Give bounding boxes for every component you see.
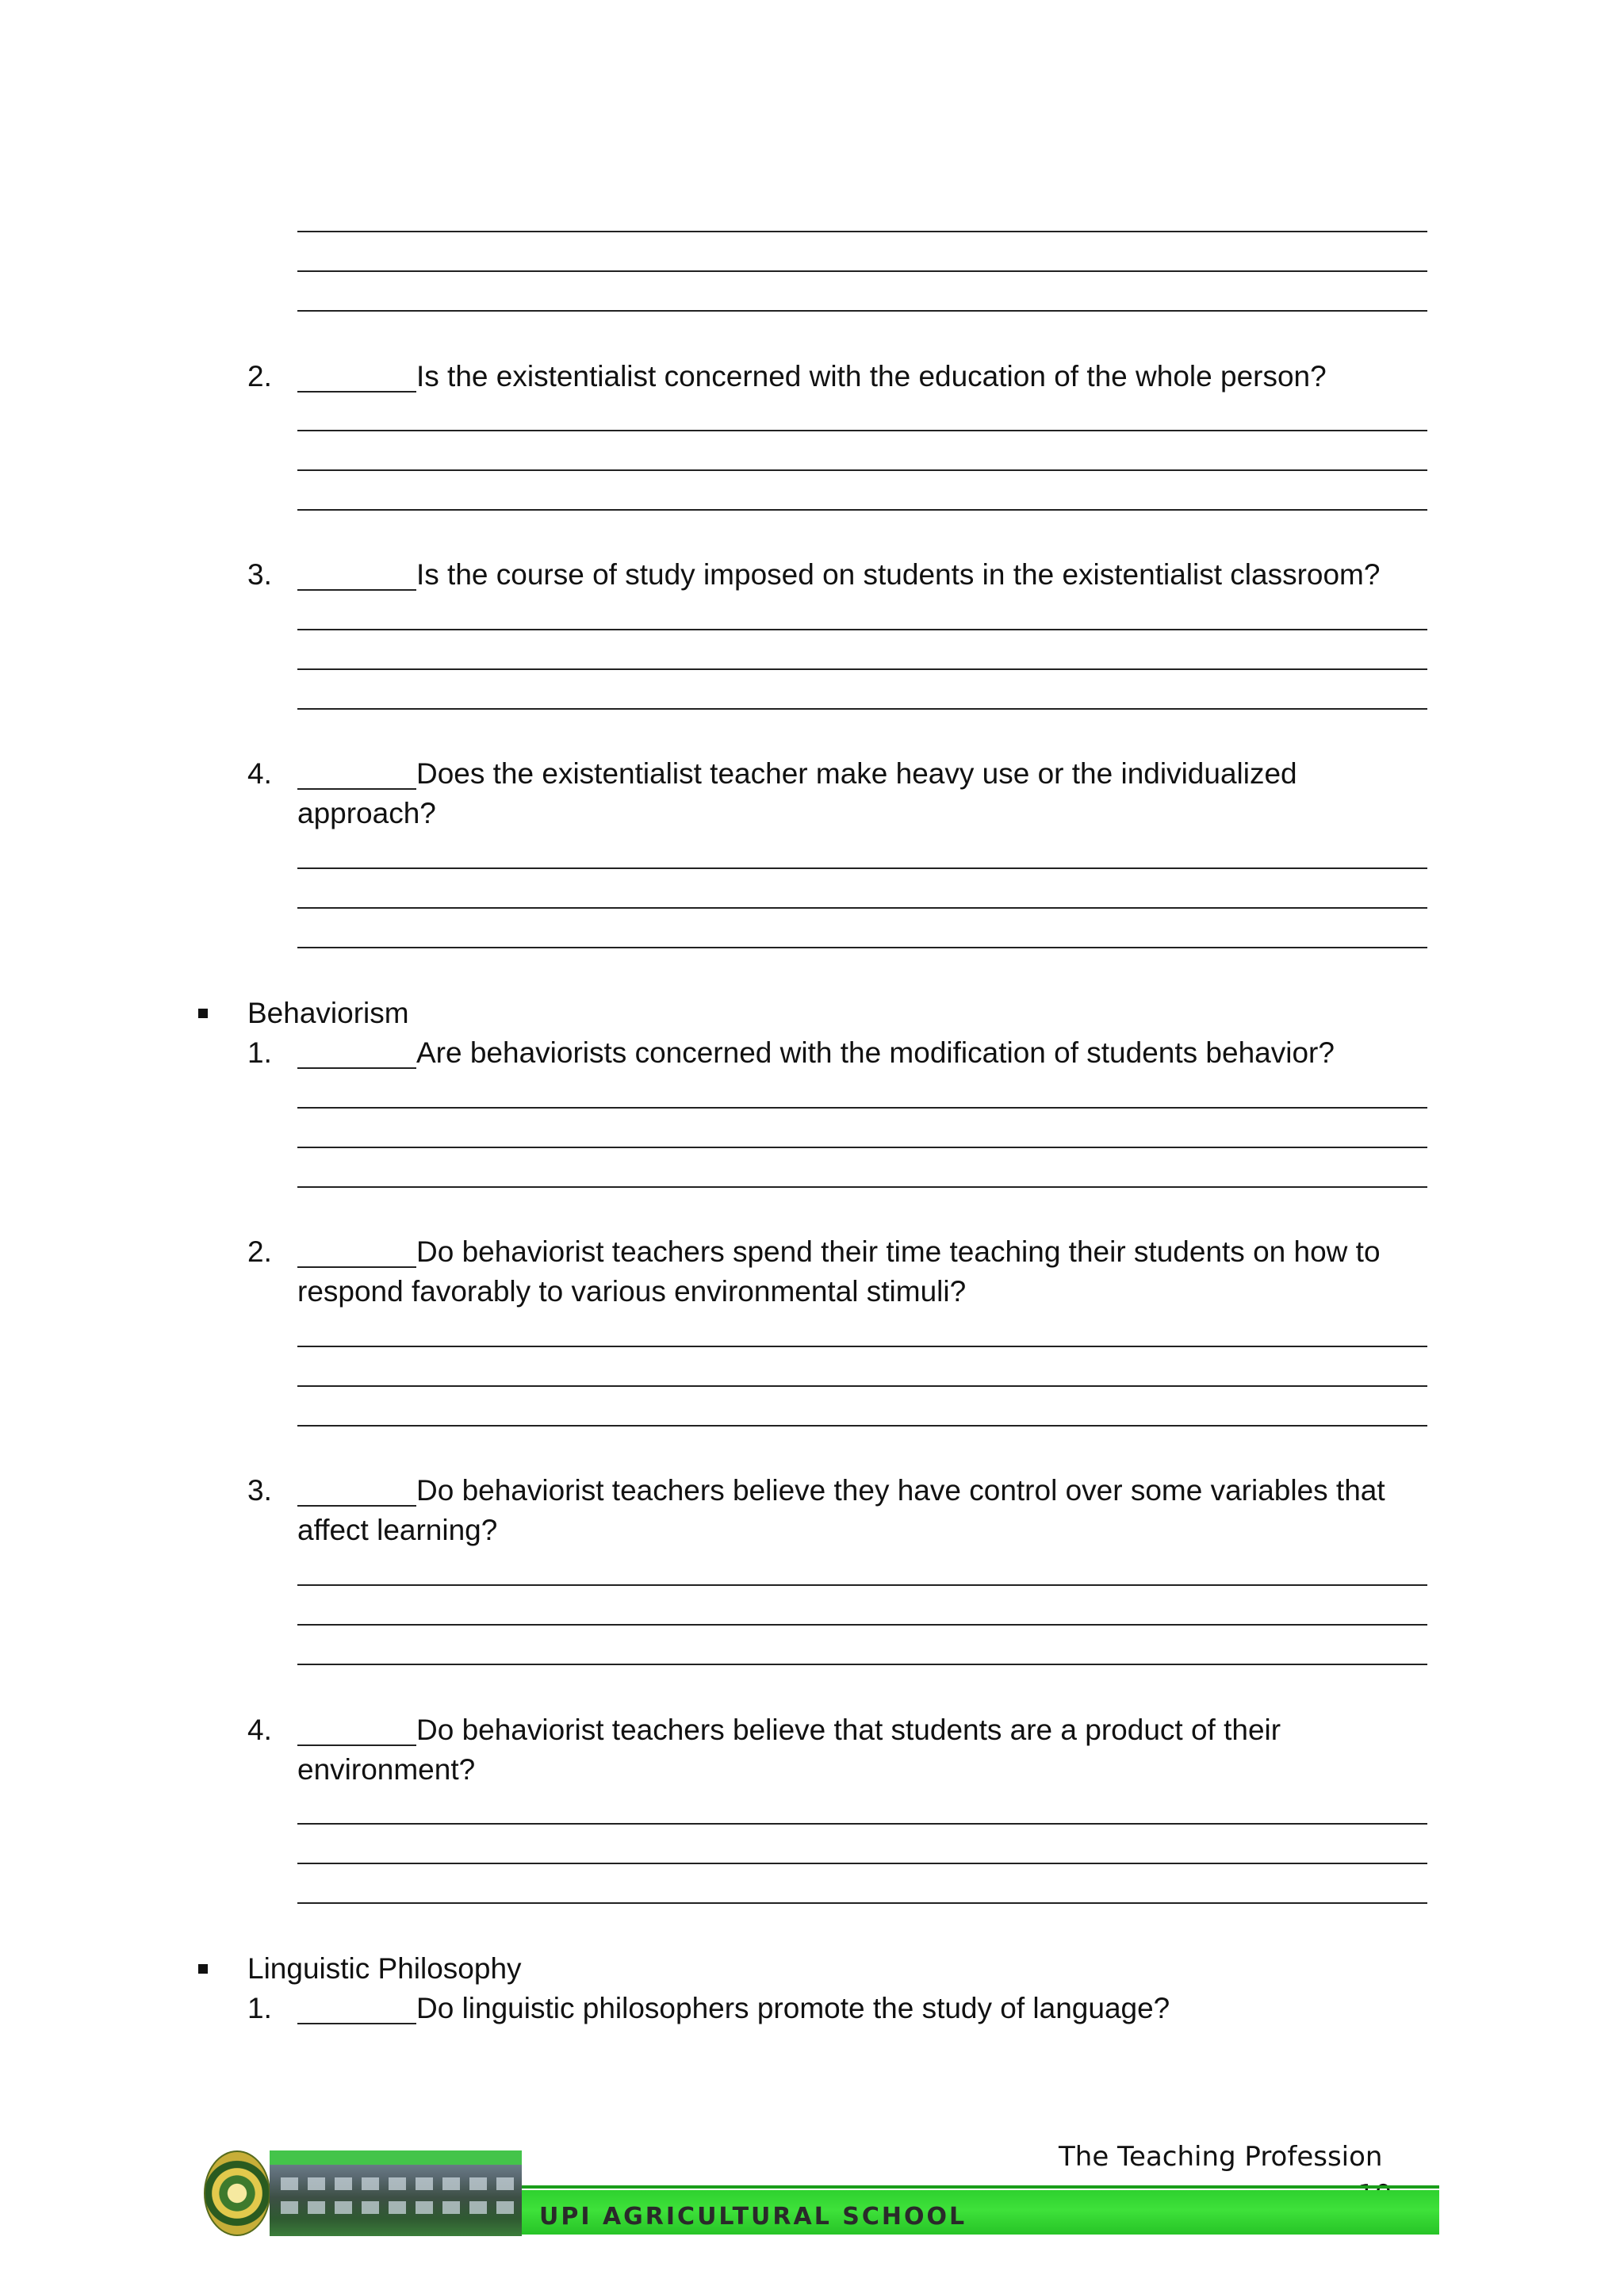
answer-line [297, 430, 1427, 431]
answer-line [297, 1863, 1427, 1864]
question-text: Does the existentialist teacher make heavy use or the individualized approach? [297, 757, 1297, 829]
question-behaviorism-2 [247, 1232, 1437, 1312]
section-heading-linguistic [198, 1949, 522, 1989]
question-behaviorism-4 [247, 1710, 1381, 1790]
answer-line [297, 469, 1427, 471]
answer-line [297, 629, 1427, 630]
answer-blank[interactable] [297, 1473, 416, 1507]
question-behaviorism-1 [247, 1033, 1437, 1073]
answer-blank[interactable] [297, 359, 416, 393]
answer-line [297, 1147, 1427, 1148]
question-text: Do linguistic philosophers promote the study of language? [416, 1992, 1170, 2024]
answer-blank[interactable] [297, 557, 416, 591]
bullet-square-icon [198, 1964, 208, 1974]
answer-line [297, 907, 1427, 909]
school-seal-icon [204, 2150, 270, 2236]
answer-line [297, 1823, 1427, 1825]
answer-line [297, 1107, 1427, 1109]
answer-line [297, 867, 1427, 869]
question-linguistic-1 [247, 1989, 1437, 2028]
answer-line [297, 1186, 1427, 1188]
question-number: 2. [247, 360, 272, 393]
school-name: UPI AGRICULTURAL SCHOOL [539, 2203, 967, 2231]
answer-blank[interactable] [297, 1235, 416, 1268]
answer-line [297, 1664, 1427, 1665]
answer-line [297, 310, 1427, 312]
answer-line [297, 1902, 1427, 1904]
question-number: 1. [247, 1036, 272, 1069]
footer-band-line [522, 2185, 1439, 2189]
answer-line [297, 509, 1427, 511]
section-title: Linguistic Philosophy [247, 1952, 522, 1985]
question-number: 1. [247, 1992, 272, 2024]
question-number: 2. [247, 1235, 272, 1268]
question-existentialism-4 [247, 754, 1389, 833]
answer-line [297, 1346, 1427, 1347]
question-number: 3. [247, 558, 272, 591]
answer-line [297, 708, 1427, 710]
answer-blank[interactable] [297, 1036, 416, 1069]
question-existentialism-3 [247, 555, 1437, 595]
school-building-photo [270, 2150, 522, 2236]
answer-blank[interactable] [297, 1713, 416, 1746]
answer-blank[interactable] [297, 756, 416, 790]
question-text: Do behaviorist teachers spend their time teaching their students on how to respond favorably to various environmental stimuli? [297, 1235, 1381, 1308]
answer-blank[interactable] [297, 1991, 416, 2024]
section-heading-behaviorism [198, 994, 409, 1033]
answer-line [297, 270, 1427, 272]
answer-line [297, 1584, 1427, 1586]
section-title: Behaviorism [247, 997, 409, 1029]
bullet-square-icon [198, 1009, 208, 1018]
question-number: 3. [247, 1474, 272, 1507]
answer-line [297, 947, 1427, 948]
question-existentialism-2 [247, 357, 1437, 396]
question-behaviorism-3 [247, 1471, 1437, 1550]
answer-line [297, 231, 1427, 232]
question-text: Do behaviorist teachers believe that students are a product of their environment? [297, 1714, 1281, 1786]
answer-line [297, 1425, 1427, 1427]
answer-line [297, 668, 1427, 670]
question-number: 4. [247, 1714, 272, 1746]
footer-title: The Teaching Profession [1059, 2141, 1383, 2173]
question-text: Are behaviorists concerned with the modification of students behavior? [416, 1036, 1335, 1069]
question-text: Is the course of study imposed on students in the existentialist classroom? [416, 558, 1381, 591]
question-text: Is the existentialist concerned with the education of the whole person? [416, 360, 1327, 393]
question-number: 4. [247, 757, 272, 790]
question-text: Do behaviorist teachers believe they have control over some variables that affect learning? [297, 1474, 1385, 1546]
answer-line [297, 1624, 1427, 1626]
answer-line [297, 1385, 1427, 1387]
